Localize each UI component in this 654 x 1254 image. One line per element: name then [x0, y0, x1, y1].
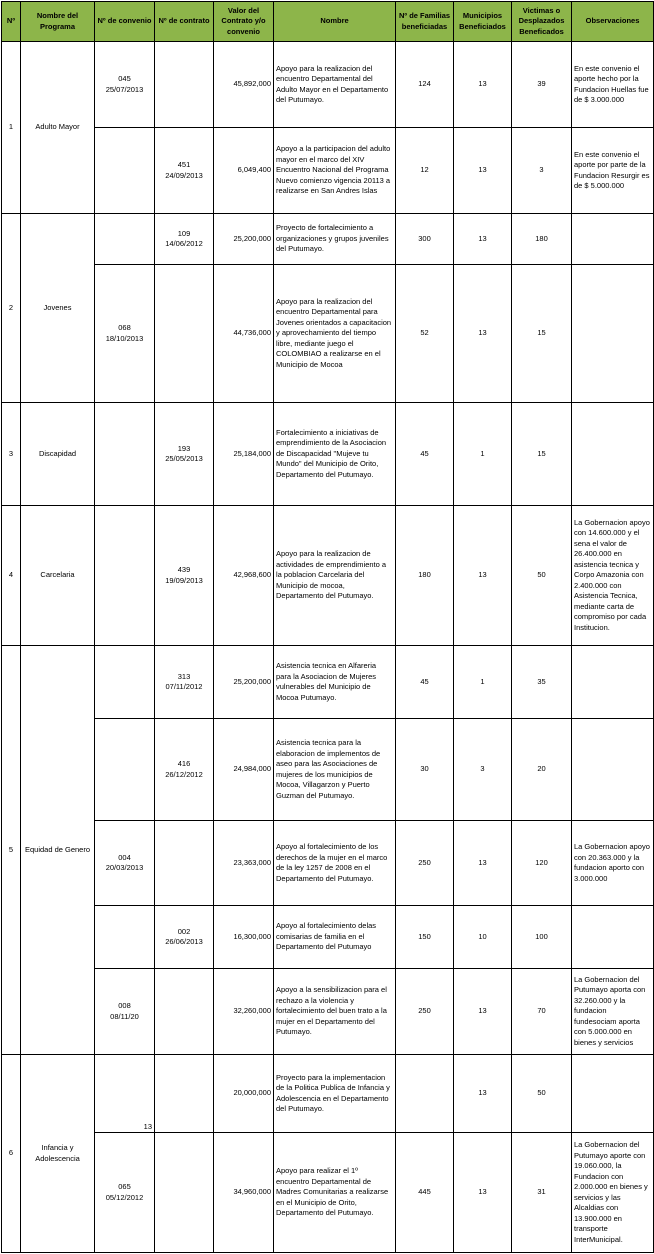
- nombre-cell: Asistencia tecnica en Alfareria para la Asociacion de Mujeres vulnerables del Municipio de Mocoa Putumayo.: [274, 646, 396, 719]
- contrato-cell: 002 26/06/2013: [155, 906, 214, 969]
- program-name: Discapidad: [21, 403, 95, 506]
- header-programa: Nombre del Programa: [21, 2, 95, 42]
- nombre-cell: Proyecto de fortalecimiento a organizaciones y grupos juveniles del Putumayo.: [274, 214, 396, 265]
- victimas-cell: 50: [512, 1055, 572, 1133]
- victimas-cell: 35: [512, 646, 572, 719]
- header-num: Nº: [2, 2, 21, 42]
- convenio-cell: [95, 906, 155, 969]
- program-number: 3: [2, 403, 21, 506]
- contrato-cell: [155, 969, 214, 1055]
- table-row: [2, 506, 654, 646]
- nombre-cell: Apoyo para la realizacion de actividades de emprendimiento a la poblacion Carcelaria del Municipio de mocoa, Departamento del Putumayo.: [274, 506, 396, 646]
- program-number: 6: [2, 1055, 21, 1253]
- familias-cell: 124: [396, 42, 454, 128]
- valor-cell: 34,960,000: [214, 1133, 274, 1253]
- observaciones-cell: La Gobernacion apoyo con 20.363.000 y la fundacion aporto con 3.000.000: [572, 821, 654, 906]
- municipios-cell: 13: [454, 214, 512, 265]
- nombre-cell: Apoyo para la realizacion del encuentro Departamental para Jovenes orientados a capacitacion y aprovechamiento del tiempo libre, mediante juego el COLOMBIAO a realizarse en el Municipio de Mocoa: [274, 265, 396, 403]
- table-row: [2, 719, 654, 821]
- nombre-cell: Apoyo a la participacion del adulto mayor en el marco del XIV Encuentro Nacional del Programa Nuevo comienzo vigencia 20113 a realizarse en San Andres Islas: [274, 128, 396, 214]
- familias-cell: [396, 1055, 454, 1133]
- table-row: [2, 265, 654, 403]
- table-row: [2, 1055, 654, 1133]
- header-contrato: Nº de contrato: [155, 2, 214, 42]
- nombre-cell: Asistencia tecnica para la elaboracion de implementos de aseo para las Asociaciones de mujeres de los municipios de Mocoa, Villagarzon y Puerto Guzman del Putumayo.: [274, 719, 396, 821]
- table-row: [2, 646, 654, 719]
- victimas-cell: 50: [512, 506, 572, 646]
- convenio-cell: [95, 128, 155, 214]
- municipios-cell: 13: [454, 42, 512, 128]
- program-number: 1: [2, 42, 21, 214]
- table-row: [2, 821, 654, 906]
- table-row: [2, 214, 654, 265]
- contrato-cell: 439 19/09/2013: [155, 506, 214, 646]
- victimas-cell: 20: [512, 719, 572, 821]
- nombre-cell: Apoyo para realizar el 1º encuentro Departamental de Madres Comunitarias a realizarse en el Municipio de Orito, Departamento del Putumayo.: [274, 1133, 396, 1253]
- program-name: Adulto Mayor: [21, 42, 95, 214]
- victimas-cell: 39: [512, 42, 572, 128]
- observaciones-cell: [572, 906, 654, 969]
- contrato-cell: [155, 265, 214, 403]
- convenio-cell: 068 18/10/2013: [95, 265, 155, 403]
- victimas-cell: 120: [512, 821, 572, 906]
- contrato-cell: [155, 1055, 214, 1133]
- convenio-cell: 008 08/11/20: [95, 969, 155, 1055]
- convenio-cell: [95, 719, 155, 821]
- observaciones-cell: La Gobernacion apoyo con 14.600.000 y el sena el valor de 26.400.000 en asistencia tecnica y Corpo Amazonia con 2.400.000 con Asistencia Tecnica, mediante carta de compromiso por cada Institucion.: [572, 506, 654, 646]
- program-name: Carcelaria: [21, 506, 95, 646]
- table-row: [2, 403, 654, 506]
- valor-cell: 20,000,000: [214, 1055, 274, 1133]
- table-row: [2, 42, 654, 128]
- contrato-cell: [155, 1133, 214, 1253]
- victimas-cell: 15: [512, 403, 572, 506]
- valor-cell: 24,984,000: [214, 719, 274, 821]
- valor-cell: 25,200,000: [214, 214, 274, 265]
- valor-cell: 23,363,000: [214, 821, 274, 906]
- familias-cell: 45: [396, 403, 454, 506]
- familias-cell: 300: [396, 214, 454, 265]
- municipios-cell: 13: [454, 1055, 512, 1133]
- observaciones-cell: [572, 265, 654, 403]
- convenio-cell: 065 05/12/2012: [95, 1133, 155, 1253]
- programs-table: [1, 1, 654, 1253]
- victimas-cell: 100: [512, 906, 572, 969]
- nombre-cell: Fortalecimiento a iniciativas de emprendimiento de la Asociacion de Discapacidad "Mujeve tu Mundo" del Municipio de Orito, Departamento del Putumayo.: [274, 403, 396, 506]
- municipios-cell: 3: [454, 719, 512, 821]
- nombre-cell: Apoyo para la realizacion del encuentro Departamental del Adulto Mayor en el Departamento del Putumayo.: [274, 42, 396, 128]
- convenio-cell: 13: [95, 1055, 155, 1133]
- nombre-cell: Apoyo al fortalecimiento delas comisarias de familia en el Departamento del Putumayo: [274, 906, 396, 969]
- observaciones-cell: [572, 214, 654, 265]
- header-familias: Nº de Familias beneficiadas: [396, 2, 454, 42]
- municipios-cell: 1: [454, 646, 512, 719]
- familias-cell: 250: [396, 821, 454, 906]
- valor-cell: 45,892,000: [214, 42, 274, 128]
- familias-cell: 150: [396, 906, 454, 969]
- valor-cell: 25,200,000: [214, 646, 274, 719]
- contrato-cell: [155, 42, 214, 128]
- municipios-cell: 13: [454, 265, 512, 403]
- contrato-cell: 109 14/06/2012: [155, 214, 214, 265]
- victimas-cell: 180: [512, 214, 572, 265]
- familias-cell: 445: [396, 1133, 454, 1253]
- valor-cell: 6,049,400: [214, 128, 274, 214]
- contrato-cell: 451 24/09/2013: [155, 128, 214, 214]
- municipios-cell: 10: [454, 906, 512, 969]
- header-valor: Valor del Contrato y/o convenio: [214, 2, 274, 42]
- municipios-cell: 13: [454, 128, 512, 214]
- contrato-cell: 416 26/12/2012: [155, 719, 214, 821]
- nombre-cell: Apoyo a la sensibilizacion para el rechazo a la violencia y fortalecimiento del buen trato a la mujer en el Departamento del Putumayo.: [274, 969, 396, 1055]
- program-name: Jovenes: [21, 214, 95, 403]
- municipios-cell: 13: [454, 506, 512, 646]
- familias-cell: 12: [396, 128, 454, 214]
- municipios-cell: 13: [454, 969, 512, 1055]
- header-row: [2, 2, 654, 42]
- valor-cell: 16,300,000: [214, 906, 274, 969]
- convenio-cell: 004 20/03/2013: [95, 821, 155, 906]
- table-row: [2, 1133, 654, 1253]
- familias-cell: 180: [396, 506, 454, 646]
- header-observaciones: Observaciones: [572, 2, 654, 42]
- convenio-cell: [95, 403, 155, 506]
- valor-cell: 42,968,600: [214, 506, 274, 646]
- observaciones-cell: [572, 1055, 654, 1133]
- valor-cell: 44,736,000: [214, 265, 274, 403]
- table-row: [2, 128, 654, 214]
- table-row: [2, 969, 654, 1055]
- header-convenio: Nº de convenio: [95, 2, 155, 42]
- contrato-cell: 313 07/11/2012: [155, 646, 214, 719]
- program-name: Infancia y Adolescencia: [21, 1055, 95, 1253]
- observaciones-cell: [572, 719, 654, 821]
- table-row: [2, 906, 654, 969]
- observaciones-cell: En este convenio el aporte hecho por la Fundacion Huellas fue de $ 3.000.000: [572, 42, 654, 128]
- familias-cell: 250: [396, 969, 454, 1055]
- familias-cell: 52: [396, 265, 454, 403]
- header-nombre: Nombre: [274, 2, 396, 42]
- convenio-cell: [95, 506, 155, 646]
- municipios-cell: 13: [454, 1133, 512, 1253]
- program-name: Equidad de Genero: [21, 646, 95, 1055]
- municipios-cell: 13: [454, 821, 512, 906]
- program-number: 5: [2, 646, 21, 1055]
- observaciones-cell: En este convenio el aporte por parte de la Fundacion Resurgir es de $ 5.000.000: [572, 128, 654, 214]
- observaciones-cell: [572, 403, 654, 506]
- nombre-cell: Proyecto para la implementacion de la Politica Publica de Infancia y Adolescencia en el Departamento del Putumayo.: [274, 1055, 396, 1133]
- victimas-cell: 31: [512, 1133, 572, 1253]
- observaciones-cell: La Gobernacion del Putumayo aporte con 19.060.000, la Fundacion con 2.000.000 en bienes y servicios y las Alcaldias con 13.900.000 en transporte InterMunicipal.: [572, 1133, 654, 1253]
- victimas-cell: 15: [512, 265, 572, 403]
- program-number: 2: [2, 214, 21, 403]
- municipios-cell: 1: [454, 403, 512, 506]
- victimas-cell: 70: [512, 969, 572, 1055]
- convenio-cell: 045 25/07/2013: [95, 42, 155, 128]
- valor-cell: 25,184,000: [214, 403, 274, 506]
- observaciones-cell: La Gobernacion del Putumayo aporta con 32.260.000 y la fundacion fundesociam aporta con 5.000.000 en bienes y servicios: [572, 969, 654, 1055]
- program-number: 4: [2, 506, 21, 646]
- contrato-cell: 193 25/05/2013: [155, 403, 214, 506]
- convenio-cell: [95, 214, 155, 265]
- observaciones-cell: [572, 646, 654, 719]
- valor-cell: 32,260,000: [214, 969, 274, 1055]
- header-victimas: Victimas o Desplazados Beneficados: [512, 2, 572, 42]
- header-municipios: Municipios Beneficiados: [454, 2, 512, 42]
- nombre-cell: Apoyo al fortalecimiento de los derechos de la mujer en el marco de la ley 1257 de 2008 en el Departamento del Putumayo.: [274, 821, 396, 906]
- victimas-cell: 3: [512, 128, 572, 214]
- familias-cell: 30: [396, 719, 454, 821]
- contrato-cell: [155, 821, 214, 906]
- convenio-cell: [95, 646, 155, 719]
- familias-cell: 45: [396, 646, 454, 719]
